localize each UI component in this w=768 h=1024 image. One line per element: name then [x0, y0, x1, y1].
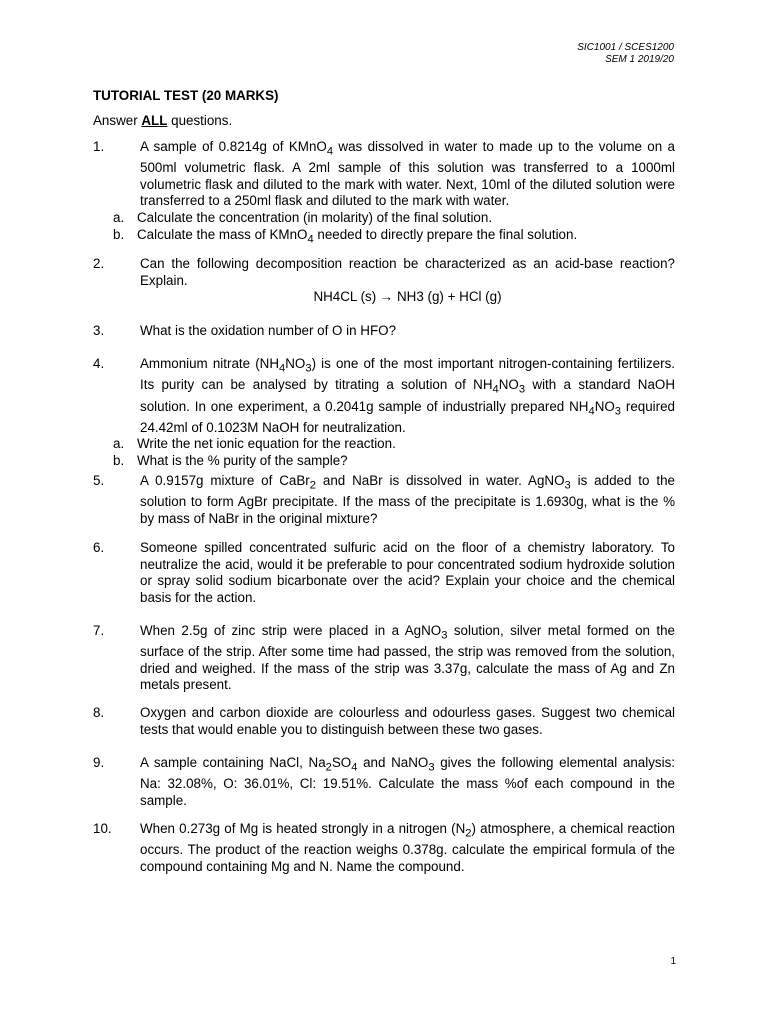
- page-number: 1: [670, 956, 676, 967]
- instruction-emphasis: ALL: [141, 113, 168, 128]
- sub-question-a: [113, 210, 675, 227]
- course-code: SIC1001 / SCES1200: [577, 42, 674, 53]
- sub-label: a.: [113, 436, 125, 452]
- instruction-prefix: Answer: [93, 113, 142, 128]
- question-5: [93, 473, 675, 527]
- question-text: What is the oxidation number of O in HFO?: [140, 323, 397, 338]
- text-run: was dissolved in water to made up to the volume on a 500ml volumetric flask. A 2ml sample of this solution was transferred to a 1000ml volumetric flask and diluted to the mark with water. Next, 10ml of the diluted solution were transferred to a 250ml flask and diluted to the mark with water.: [140, 139, 675, 209]
- text-run: When 2.5g of zinc strip were placed in a AgNO: [140, 623, 442, 638]
- semester: SEM 1 2019/20: [605, 53, 674, 65]
- question-number: 7.: [93, 623, 105, 638]
- text-run: and NaNO: [357, 755, 429, 770]
- sub-text: Calculate the mass of KMnO: [137, 226, 308, 242]
- sub-label: b.: [113, 452, 125, 468]
- text-run: is added to the solution to form AgBr precipitate. If the mass of the precipitate is 1.6930g, what is the % by mass of NaBr in the original mixture?: [140, 473, 675, 526]
- sub-label: a.: [113, 210, 125, 226]
- sub-question-a: [113, 436, 675, 453]
- page-title: TUTORIAL TEST (20 MARKS): [93, 88, 279, 103]
- question-text: Oxygen and carbon dioxide are colourless and odourless gases. Suggest two chemical tests that would enable you to distinguish between these two gases.: [140, 705, 675, 737]
- question-text: [140, 623, 675, 694]
- text-run: solution, silver metal formed on the surface of the strip. After some time had passed, the strip was removed from the solution, dried and weighed. If the mass of the strip was 3.37g, calculate the mass of Ag and Zn metals present.: [140, 623, 676, 693]
- text-run: A sample of 0.8214g of KMnO: [140, 139, 327, 154]
- text-run: A sample containing NaCl, Na: [140, 755, 326, 770]
- sub-text: needed to directly prepare the final solution.: [313, 226, 578, 242]
- text-run: and NaBr is dissolved in water. AgNO: [315, 473, 565, 488]
- text-run: Ammonium nitrate (NH: [140, 356, 280, 371]
- course-code-header: [577, 42, 674, 65]
- subscript: 4: [307, 233, 314, 246]
- subscript: 3: [518, 383, 526, 396]
- sub-text: Write the net ionic equation for the reaction.: [137, 436, 396, 452]
- subscript: 4: [588, 405, 595, 418]
- question-text: Can the following decomposition reaction be characterized as an acid-base reaction? Explain.: [140, 256, 675, 288]
- question-7: [93, 623, 675, 694]
- question-1: [93, 139, 675, 248]
- question-number: 4.: [93, 356, 105, 371]
- text-run: gives the following elemental analysis: Na: 32.08%, O: 36.01%, Cl: 19.51%. Calculate the mass %of each compound in the sample.: [140, 755, 675, 808]
- sub-question-b: [113, 453, 675, 470]
- question-number: 5.: [93, 473, 105, 488]
- question-6: [93, 540, 675, 606]
- question-text: [140, 821, 675, 875]
- question-9: [93, 755, 675, 809]
- question-number: 8.: [93, 705, 105, 720]
- question-text: [140, 473, 675, 527]
- text-run: When 0.273g of Mg is heated strongly in a nitrogen (N: [140, 821, 466, 836]
- question-number: 9.: [93, 755, 105, 770]
- subscript: 4: [279, 362, 286, 375]
- instruction: [93, 113, 232, 128]
- subscript: 4: [326, 145, 334, 158]
- subscript: 3: [564, 479, 571, 492]
- sub-text: Calculate the concentration (in molarity) of the final solution.: [137, 210, 493, 226]
- text-run: A 0.9157g mixture of CaBr: [140, 473, 310, 488]
- subscript: 2: [465, 827, 472, 840]
- question-text: [140, 755, 675, 809]
- text-run: ) is one of the most important nitrogen-containing fertilizers. Its purity can be analysed by titrating a solution of NH: [140, 356, 676, 393]
- text-run: with a standard NaOH solution. In one experiment, a 0.2041g sample of industrially prepared NH: [140, 377, 675, 414]
- instruction-suffix: questions.: [167, 113, 233, 128]
- question-4: [93, 356, 675, 470]
- sub-label: b.: [113, 226, 125, 242]
- text-run: SO: [331, 755, 352, 770]
- question-text: [140, 139, 675, 210]
- question-number: 2.: [93, 256, 105, 271]
- text-run: NO: [285, 356, 306, 371]
- subscript: 3: [614, 405, 621, 418]
- subscript: 4: [492, 383, 499, 396]
- question-number: 3.: [93, 323, 105, 338]
- question-number: 6.: [93, 540, 105, 555]
- question-10: [93, 821, 675, 875]
- question-number: 1.: [93, 139, 105, 154]
- subscript: 3: [441, 629, 448, 642]
- sub-text: What is the % purity of the sample?: [137, 452, 348, 468]
- question-text: Someone spilled concentrated sulfuric acid on the floor of a chemistry laboratory. To neutralize the acid, would it be preferable to pour concentrated sodium hydroxide solution or spray solid sodium bicarbonate over the acid? Explain your choice and the chemical basis for the action.: [140, 540, 675, 605]
- text-run: ) atmosphere, a chemical reaction occurs. The product of the reaction weighs 0.378g. calculate the empirical formula of the compound containing Mg and N. Name the compound.: [140, 821, 675, 874]
- subscript: 2: [325, 761, 332, 774]
- question-text: [140, 356, 675, 436]
- question-3: [93, 323, 675, 340]
- text-run: NO: [498, 377, 519, 393]
- text-run: NO: [594, 398, 615, 414]
- subscript: 2: [309, 479, 316, 492]
- subscript: 3: [305, 362, 312, 375]
- subscript: 4: [351, 761, 358, 774]
- question-2: [93, 256, 675, 306]
- question-8: [93, 705, 675, 738]
- text-run: required 24.42ml of 0.1023M NaOH for neutralization.: [140, 398, 676, 435]
- sub-question-b: [113, 227, 675, 248]
- subscript: 3: [428, 761, 435, 774]
- reaction-equation: NH4CL (s) → NH3 (g) + HCl (g): [313, 289, 502, 305]
- question-number: 10.: [93, 821, 112, 836]
